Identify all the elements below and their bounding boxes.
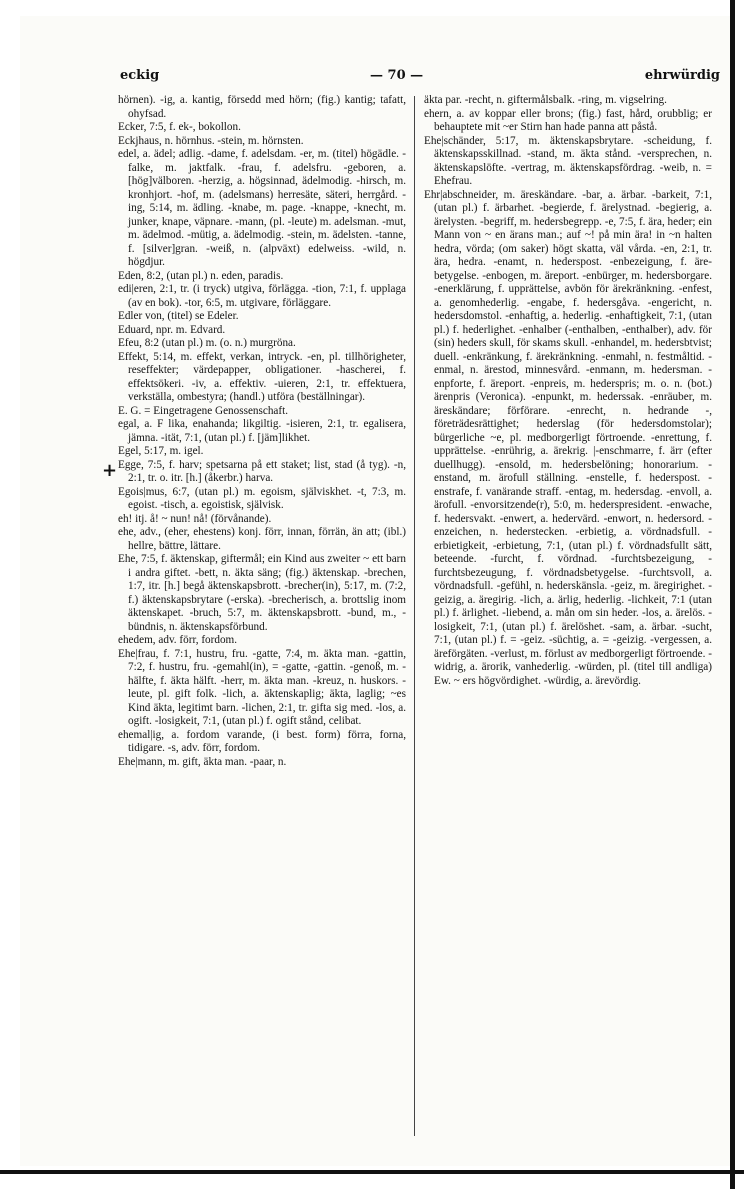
dictionary-entry: egal, a. F lika, enahanda; likgiltig. -isieren, 2:1, tr. egalisera, jämna. -ität, 7:1, (utan pl.) f. [jäm]likhet. bbox=[118, 418, 406, 444]
dictionary-entry: Ecker, 7:5, f. ek-, bokollon. bbox=[118, 121, 241, 133]
dictionary-entry: Eden, 8:2, (utan pl.) n. eden, paradis. bbox=[118, 269, 284, 282]
dictionary-entry: ehedem, adv. förr, fordom. bbox=[118, 634, 238, 646]
dictionary-entry: Ehr|abschneider, m. äreskändare. -bar, a. ärbar. -barkeit, 7:1, (utan pl.) f. ärbarhet. -begierde, f. ärelystnad. -begierig, a. ärelysten. -begriff, m. hedersbegrepp. -e, 7:5, f. ära, heder; ein Mann von ~ en ärans man.; auf ~! på min ära! in ~n halten hedra, vörda; (om saker) högt skatta, väl vårda. -en, 2:1, tr. ära, hedra. -enamt, n. hederspost. -enbezeigung, f. ärebetygelse. -enbogen, m. äreport. -enbürger, m. hedersborgare. -enerklärung, f. upprättelse, avbön för ärekränkning. -enfest, a. genomhederlig. -engabe, f. hedersgåva. -engericht, n. hedersdomstol. -enhaftig, a. hederlig. -enhaftigkeit, 7:1, (utan pl.) f. hederlighet. -enhalber (-enthalben, -enthalber), adv. för (sin) heders skull, för skams skull. -enhandel, m. hedersbtvist; duell. -enkränkung, f. ärekränkning. -enmahl, n. festmåltid. -enmal, n. ärestod, minnesvård. -enmann, m. hedersman. -enpforte, f. äreport. -enpreis, m. hederspris; m. o. n. (bot.) ärenpris (Veronica). -enpunkt, m. hederssak. -enräuber, m. äreskändare; förförare. -enrecht, n. hedrande -, företrädesrättighet; hederslag (för hedersdomstolar); bürgerliche ~e, pl. medborgerligt förtroende. -enrettung, f. upprättelse. -enrührig, a. ärekrig. |-enschmarre, f. ärr (efter duellhugg). -ensold, m. hedersbelöning; honorarium. -enstand, m. ärofull ställning. -enstelle, f. hederspost. -enstrafe, f. vanärande straff. -entag, m. hedersdag. -envoll, a. ärofull. -envorsitzende(r), 5:0, m. hederspresident. -enwache, f. hedersvakt. -enwert, a. hedervärd. -enwort, n. hedersord. -enzeichen, n. hederstecken. -erbietig, a. vördnadsfull. -erbietigkeit, -erbietung, 7:1, (utan pl.) f. vördnadsfullt sätt, beteende. -furcht, f. vördnad. -furchtsbezeigung, -furchtsbezeugung, f. vördnadsbetygelse. -furchtsvoll, a. vördnadsfull. -gefühl, n. hederskänsla. -geiz, m. äregirighet. -geizig, a. äregirig. -lich, a. ärlig, hederlig. -lichkeit, 7:1 (utan pl.) f. ärlighet. -liebend, a. mån om sin heder. -los, a. ärelös. -losigkeit, 7:1, (utan pl.) f. ärelöshet. -sam, a. ärbar. -sucht, 7:1, (utan pl.) f. = -geiz. -süchtig, a. = -geizig. -vergessen, a. äreförgäten. -verlust, m. förlust av medborgerligt förtroende. -widrig, a. ärorik, vanhederlig. -würden, pl. (titel till andliga) Ew. ~ ers högvördighet. -würdig, a. ärevördig. bbox=[424, 188, 712, 687]
dictionary-entry: ehern, a. av koppar eller brons; (fig.) fast, hård, orubblig; er behauptete mit ~er Stirn han hade panna att påstå. bbox=[424, 107, 712, 133]
dictionary-entry: Ehe, 7:5, f. äktenskap, giftermål; ein Kind aus zweiter ~ ett barn i andra giftet. -bett, n. äkta säng; (fig.) äktenskap. -brechen, 1:7, itr. [h.] begå äktenskapsbrott. -brecher(in), 5:17, m. (7:2, f.) äktenskapsbrytare (-erska). -brecherisch, a. brottslig inom äktenskapet. -bruch, 5:7, m. äktenskapsbrott. -bund, m., -bündnis, n. äktenskapsförbund. bbox=[118, 553, 406, 633]
left-guide-word: eckig bbox=[120, 68, 160, 83]
page-number: — 70 — bbox=[370, 68, 424, 83]
right-guide-word: ehrwürdig bbox=[644, 68, 720, 83]
dictionary-entry: E. G. = Eingetragene Genossenschaft. bbox=[118, 404, 289, 417]
column-divider bbox=[414, 96, 415, 1136]
dictionary-entry: Eckjhaus, n. hörnhus. -stein, m. hörnsten. bbox=[118, 134, 304, 147]
dictionary-entry: Egois|mus, 6:7, (utan pl.) m. egoism, själviskhet. -t, 7:3, m. egoist. -tisch, a. egoistisk, självisk. bbox=[118, 485, 406, 511]
dictionary-entry: äkta par. -recht, n. giftermålsbalk. -ring, m. vigselring. bbox=[424, 94, 667, 106]
dictionary-entry: eh! itj. å! ~ nun! nå! (förvånande). bbox=[118, 512, 272, 525]
dictionary-entry: Ehe|frau, f. 7:1, hustru, fru. -gatte, 7:4, m. äkta man. -gattin, 7:2, f. hustru, fru. -gemahl(in), = -gatte, -gattin. -genoß, m. -hälfte, f. äkta hälft. -herr, m. äkta man. -kreuz, n. huskors. -leute, pl. gift folk. -lich, a. äktenskaplig; äkta, laglig; ~es Kind äkta, legitimt barn. -lichen, 2:1, tr. gifta sig med. -los, a. ogift. -losigkeit, 7:1, (utan pl.) f. ogift stånd, celibat. bbox=[118, 647, 406, 727]
dictionary-entry: Eduard, npr. m. Edvard. bbox=[118, 323, 226, 336]
dictionary-entry: ehe, adv., (eher, ehestens) konj. förr, innan, förrän, än att; (ibl.) hellre, bättre, lättare. bbox=[118, 526, 406, 552]
dictionary-entry: ehemal|ig, a. fordom varande, (i best. form) förra, forna, tidigare. -s, adv. förr, fordom. bbox=[118, 728, 406, 754]
dictionary-entry: Egel, 5:17, m. igel. bbox=[118, 445, 204, 457]
bottom-border-rule bbox=[0, 1170, 744, 1174]
dictionary-entry: edel, a. ädel; adlig. -dame, f. adelsdam. -er, m. (titel) högädle. -falke, m. jaktfalk. -frau, f. adelsfru. -geboren, a. [hög]välboren. -herzig, a. högsinnad, ädelmodig. -hirsch, m. kronhjort. -hof, m. (adelsmans) herresäte, säteri, herrgård. -ing, 5:14, m. ädling. -knabe, m. page. -knappe, -knecht, m. junker, knape, väpnare. -mann, (pl. -leute) m. adelsman. -mut, m. ädelmod. -mütig, a. ädelmodig. -stein, m. ädelsten. -tanne, f. [silver]gran. -weiß, n. (alpväxt) edelweiss. -wild, n. högdjur. bbox=[118, 148, 406, 268]
dictionary-entry: Ehe|mann, m. gift, äkta man. -paar, n. bbox=[118, 755, 287, 768]
dictionary-entry: Edler von, (titel) se Edeler. bbox=[118, 310, 239, 322]
dictionary-entry: hörnen). -ig, a. kantig, försedd med hörn; (fig.) kantig; tafatt, ohyfsad. bbox=[118, 94, 406, 120]
dictionary-entry: Ehe|schänder, 5:17, m. äktenskapsbrytare. -scheidung, f. äktenskapsskillnad. -stand, m. äkta stånd. -versprechen, n. äktenskapslöfte. -vertrag, m. äktenskapsfördrag. -weib, n. = Ehefrau. bbox=[424, 134, 712, 187]
dictionary-entry: edi|eren, 2:1, tr. (i tryck) utgiva, förlägga. -tion, 7:1, f. upplaga (av en bok). -tor, 6:5, m. utgivare, förläggare. bbox=[118, 283, 406, 309]
page-header bbox=[120, 68, 720, 90]
dictionary-entry: Egge, 7:5, f. harv; spetsarna på ett staket; list, stad (å tyg). -n, 2:1, tr. o. itr. [h.] (åkerbr.) harva. bbox=[118, 458, 406, 484]
right-border-rule bbox=[730, 0, 735, 1189]
dictionary-entry: Effekt, 5:14, m. effekt, verkan, intryck. -en, pl. tillhörigheter, reseffekter; värdepapper, obligationer. -hascherei, f. effektsökeri. -iv, a. effektiv. -uieren, 2:1, tr. effektuera, verkställa, ombestyra; (handl.) utföra (beställningar). bbox=[118, 350, 406, 403]
dictionary-entry: Efeu, 8:2 (utan pl.) m. (o. n.) murgröna. bbox=[118, 337, 296, 349]
right-column bbox=[424, 94, 712, 1144]
left-column bbox=[118, 94, 406, 1144]
margin-mark: + bbox=[102, 460, 118, 481]
